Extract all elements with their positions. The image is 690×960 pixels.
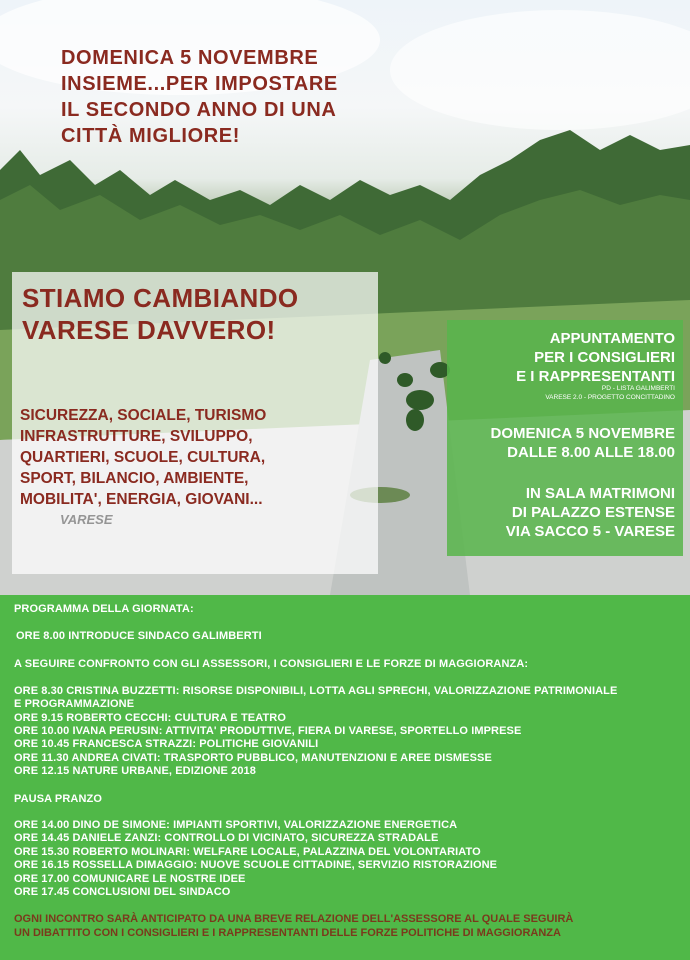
headline-line: IL SECONDO ANNO DI UNA [61,99,337,121]
program-heading: PROGRAMMA DELLA GIORNATA: [14,603,194,615]
program-note: OGNI INCONTRO SARÀ ANTICIPATO DA UNA BREVE RELAZIONE DELL'ASSESSORE AL QUALE SEGUIRÀ [14,913,574,925]
organizer-line: VARESE 2.0 - PROGETTO CONCITTADINO [545,394,675,401]
appointment-title-line: E I RAPPRESENTANTI [516,368,675,385]
headline [61,45,401,149]
program-item: ORE 10.00 IVANA PERUSIN: ATTIVITA' PRODUTTIVE, FIERA DI VARESE, SPORTELLO IMPRESE [14,725,522,737]
appointment-panel [447,320,683,556]
main-title [22,282,382,346]
program-item: ORE 9.15 ROBERTO CECCHI: CULTURA E TEATRO [14,712,286,724]
program-item: ORE 8.30 CRISTINA BUZZETTI: RISORSE DISPONIBILI, LOTTA AGLI SPRECHI, VALORIZZAZIONE PATRIMONIALE [14,685,618,697]
appointment-date-line: DALLE 8.00 ALLE 18.00 [507,444,675,461]
program-item: ORE 14.00 DINO DE SIMONE: IMPIANTI SPORTIVI, VALORIZZAZIONE ENERGETICA [14,819,458,831]
program-item: E PROGRAMMAZIONE [14,698,135,710]
program-item: ORE 11.30 ANDREA CIVATI: TRASPORTO PUBBLICO, MANUTENZIONI E AREE DISMESSE [14,752,492,764]
topics-line: SPORT, BILANCIO, AMBIENTE, [20,470,249,487]
garden-sign: VARESE [60,512,113,527]
program-item: ORE 10.45 FRANCESCA STRAZZI: POLITICHE GIOVANILI [14,738,319,750]
appointment-date-line: DOMENICA 5 NOVEMBRE [490,425,675,442]
program-follow: A SEGUIRE CONFRONTO CON GLI ASSESSORI, I CONSIGLIERI E LE FORZE DI MAGGIORANZA: [14,658,529,670]
topics-line: SICUREZZA, SOCIALE, TURISMO [20,407,267,424]
program-item: ORE 16.15 ROSSELLA DIMAGGIO: NUOVE SCUOLE CITTADINE, SERVIZIO RISTORAZIONE [14,859,498,871]
topics-list [20,405,370,510]
program-section [0,595,690,960]
topics-line: INFRASTRUTTURE, SVILUPPO, [20,428,253,445]
appointment-place-line: IN SALA MATRIMONI [525,485,675,502]
main-title-line: VARESE DAVVERO! [22,315,276,345]
headline-line: CITTÀ MIGLIORE! [61,125,240,147]
program-item: ORE 12.15 NATURE URBANE, EDIZIONE 2018 [14,765,256,777]
program-item: ORE 14.45 DANIELE ZANZI: CONTROLLO DI VICINATO, SICUREZZA STRADALE [14,832,439,844]
program-item: ORE 17.45 CONCLUSIONI DEL SINDACO [14,886,231,898]
headline-line: INSIEME...PER IMPOSTARE [61,73,338,95]
topics-panel [12,272,378,574]
organizer-line: PD - LISTA GALIMBERTI [601,385,675,392]
appointment-date [491,424,675,462]
program-note: UN DIBATTITO CON I CONSIGLIERI E I RAPPRESENTANTI DELLE FORZE POLITICHE DI MAGGIORANZA [14,927,561,939]
appointment-place-line: VIA SACCO 5 - VARESE [505,523,675,540]
program-item: ORE 15.30 ROBERTO MOLINARI: WELFARE LOCALE, PALAZZINA DEL VOLONTARIATO [14,846,481,858]
topics-line: MOBILITA', ENERGIA, GIOVANI... [20,491,263,508]
program-intro: ORE 8.00 INTRODUCE SINDACO GALIMBERTI [16,630,262,642]
headline-line: DOMENICA 5 NOVEMBRE [61,47,319,69]
appointment-title [516,329,675,386]
topics-line: QUARTIERI, SCUOLE, CULTURA, [20,449,266,466]
appointment-place-line: DI PALAZZO ESTENSE [511,504,675,521]
main-title-line: STIAMO CAMBIANDO [22,283,299,313]
program-pause: PAUSA PRANZO [14,793,102,805]
program-item: ORE 17.00 COMUNICARE LE NOSTRE IDEE [14,873,246,885]
appointment-title-line: PER I CONSIGLIERI [534,349,675,366]
appointment-organizers [545,384,675,402]
appointment-place [506,484,675,541]
appointment-title-line: APPUNTAMENTO [549,330,675,347]
